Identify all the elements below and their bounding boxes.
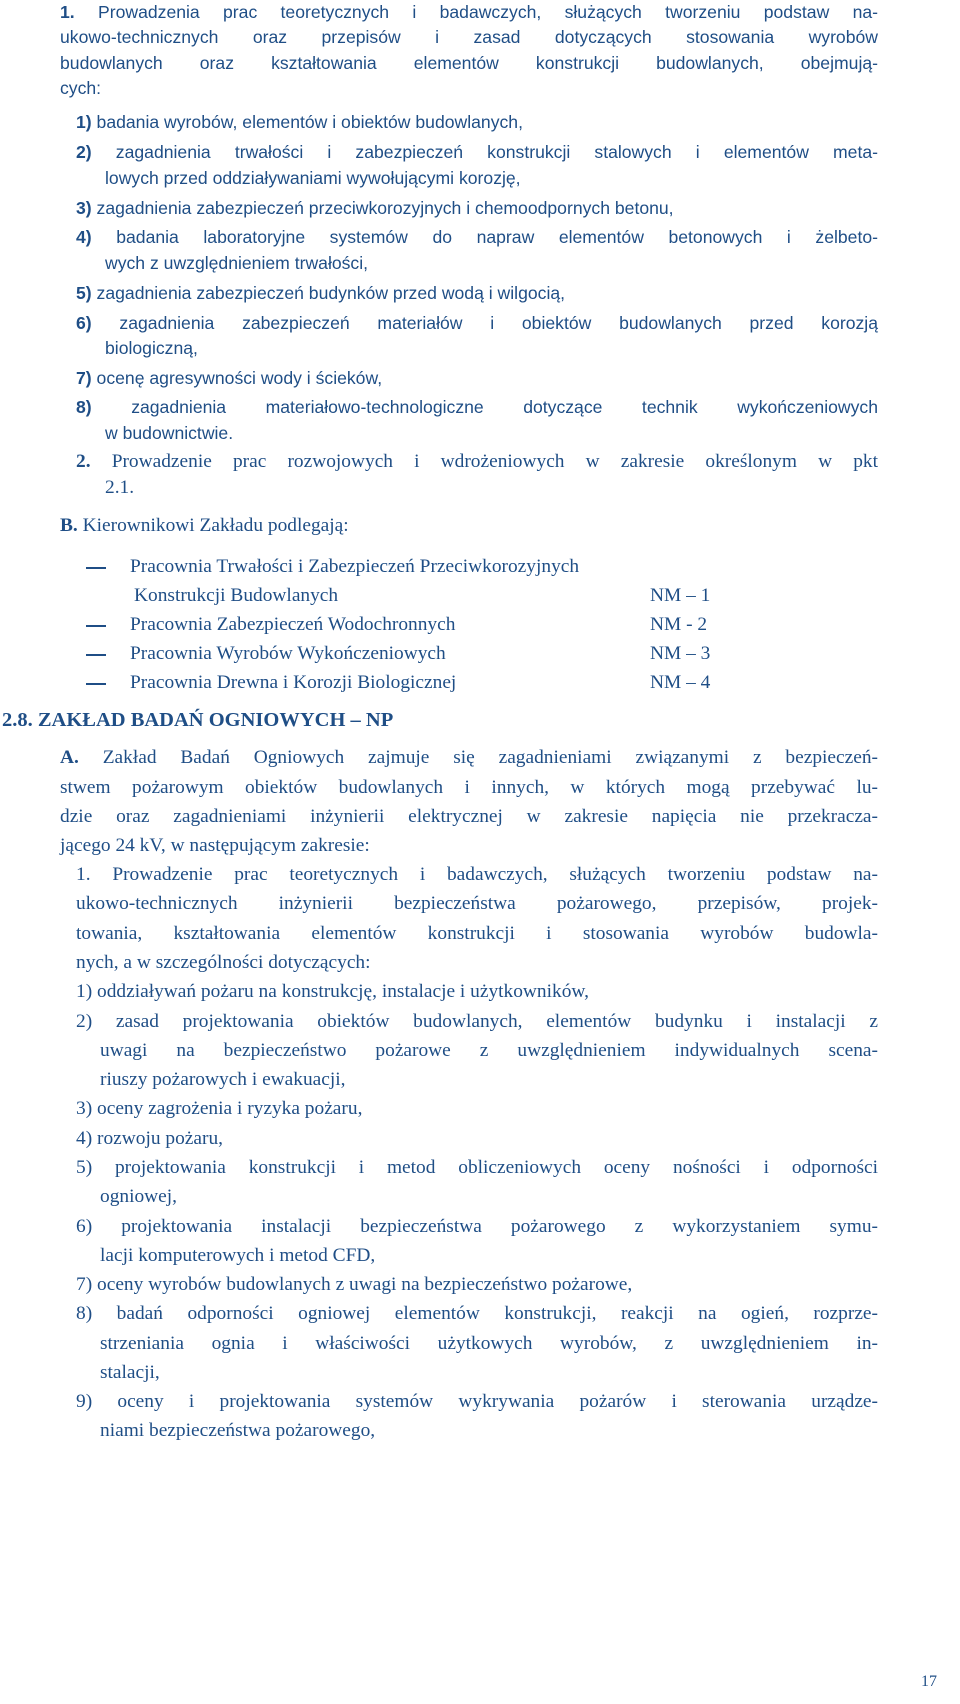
list-item: 2) zasad projektowania obiektów budowlanych, elementów budynku i instalacji z [76,1011,878,1032]
list-item: 4) rozwoju pożaru, [76,1128,224,1149]
page-number: 17 [921,1673,937,1690]
list-item: 1) oddziaływań pożaru na konstrukcję, instalacje i użytkowników, [76,981,589,1002]
paragraph-line: A. Zakład Badań Ogniowych zajmuje się zagadnieniami związanymi z bezpieczeń- [60,747,878,768]
list-number: 7) [76,368,92,388]
lab-name: Pracownia Zabezpieczeń Wodochronnych [130,614,456,635]
paragraph-line: stwem pożarowym obiektów budowlanych i innych, w których mogą przebywać lu- [60,777,878,798]
paragraph-line: jącego 24 kV, w następującym zakresie: [60,835,370,856]
list-item: 6) zagadnienia zabezpieczeń materiałów i obiektów budowlanych przed korozją [76,313,879,333]
paragraph-number: 2. [76,451,91,472]
list-item-continuation: biologiczną, [105,338,198,358]
list-number: 3) [76,1098,93,1119]
list-item-continuation: lacji komputerowych i metod CFD, [100,1245,376,1266]
list-item-continuation: wych z uwzględnieniem trwałości, [105,253,369,273]
section-heading: 2.8. ZAKŁAD BADAŃ OGNIOWYCH – NP [2,709,394,731]
list-item-continuation: niami bezpieczeństwa pożarowego, [100,1420,376,1441]
paragraph-line: budowlanych oraz kształtowania elementów konstrukcji budowlanych, obejmują- [60,53,878,73]
dash-bullet [86,625,106,627]
dash-bullet [86,654,106,656]
lab-name: Konstrukcji Budowlanych [134,585,339,606]
list-item: 6) projektowania instalacji bezpieczeństwa pożarowego z wykorzystaniem symu- [76,1216,878,1237]
dash-bullet [86,567,106,569]
paragraph-number: 1. [76,864,91,885]
list-item: 5) zagadnienia zabezpieczeń budynków przed wodą i wilgocią, [76,283,566,303]
list-number: 4) [76,1128,93,1149]
lab-name: Pracownia Wyrobów Wykończeniowych [130,643,446,664]
list-item: 2) zagadnienia trwałości i zabezpieczeń konstrukcji stalowych i elementów meta- [76,142,879,162]
lab-code: NM – 4 [650,672,711,693]
list-item: 7) ocenę agresywności wody i ścieków, [76,368,383,388]
list-number: 2) [76,142,92,162]
list-number: 5) [76,1157,93,1178]
lab-name: Pracownia Drewna i Korozji Biologicznej [130,672,457,693]
list-item: 5) projektowania konstrukcji i metod obliczeniowych oceny nośności i odporności [76,1157,878,1178]
paragraph-line: 2. Prowadzenie prac rozwojowych i wdrożeniowych w zakresie określonym w pkt [76,451,878,472]
paragraph-line: 1. Prowadzenia prac teoretycznych i badawczych, służących tworzeniu podstaw na- [60,2,878,22]
paragraph-number: 1. [60,2,75,22]
list-item: 8) zagadnienia materiałowo-technologiczne dotyczące technik wykończeniowych [76,397,878,417]
lab-code: NM - 2 [650,614,708,635]
paragraph-line: nych, a w szczególności dotyczących: [76,952,371,973]
list-number: 4) [76,227,92,247]
list-item-continuation: uwagi na bezpieczeństwo pożarowe z uwzględnieniem indywidualnych scena- [100,1040,878,1061]
list-item: 8) badań odporności ogniowej elementów konstrukcji, reakcji na ogień, rozprze- [76,1303,878,1324]
paragraph-line: ukowo-technicznych inżynierii bezpieczeństwa pożarowego, przepisów, projek- [76,893,878,914]
list-number: 5) [76,283,92,303]
lab-code: NM – 1 [650,585,711,606]
lab-name: Pracownia Trwałości i Zabezpieczeń Przeciwkorozyjnych [130,556,580,577]
section-label: A. [60,747,79,768]
list-number: 2) [76,1011,93,1032]
dash-bullet [86,683,106,685]
list-number: 6) [76,313,92,333]
list-item: 4) badania laboratoryjne systemów do napraw elementów betonowych i żelbeto- [76,227,878,247]
list-number: 7) [76,1274,93,1295]
paragraph-line: dzie oraz zagadnieniami inżynierii elektrycznej w zakresie napięcia nie przekracza- [60,806,878,827]
list-number: 1) [76,112,92,132]
list-item: 3) oceny zagrożenia i ryzyka pożaru, [76,1098,363,1119]
list-number: 6) [76,1216,93,1237]
list-item-continuation: stalacji, [100,1362,160,1383]
list-number: 1) [76,981,93,1002]
paragraph-line: towania, kształtowania elementów konstrukcji i stosowania wyrobów budowla- [76,923,878,944]
section-label: B. [60,515,78,536]
list-item-continuation: lowych przed oddziaływaniami wywołującymi korozję, [105,168,521,188]
paragraph-line: 2.1. [105,477,135,498]
section-b-intro: B. Kierownikowi Zakładu podlegają: [60,515,349,536]
paragraph-line: cych: [60,78,102,98]
list-item: 9) oceny i projektowania systemów wykrywania pożarów i sterowania urządze- [76,1391,878,1412]
list-item: 7) oceny wyrobów budowlanych z uwagi na bezpieczeństwo pożarowe, [76,1274,633,1295]
list-item-continuation: strzeniania ognia i właściwości użytkowych wyrobów, z uwzględnieniem in- [100,1333,878,1354]
list-number: 8) [76,1303,93,1324]
list-item-continuation: riuszy pożarowych i ewakuacji, [100,1069,346,1090]
list-number: 3) [76,198,92,218]
list-number: 8) [76,397,92,417]
list-number: 9) [76,1391,93,1412]
list-item: 1) badania wyrobów, elementów i obiektów budowlanych, [76,112,523,132]
list-item-continuation: ogniowej, [100,1186,178,1207]
list-item: 3) zagadnienia zabezpieczeń przeciwkorozyjnych i chemoodpornych betonu, [76,198,674,218]
paragraph-line: ukowo-technicznych oraz przepisów i zasad dotyczących stosowania wyrobów [60,27,878,47]
lab-code: NM – 3 [650,643,711,664]
list-item-continuation: w budownictwie. [105,423,234,443]
paragraph-line: 1. Prowadzenie prac teoretycznych i badawczych, służących tworzeniu podstaw na- [76,864,878,885]
